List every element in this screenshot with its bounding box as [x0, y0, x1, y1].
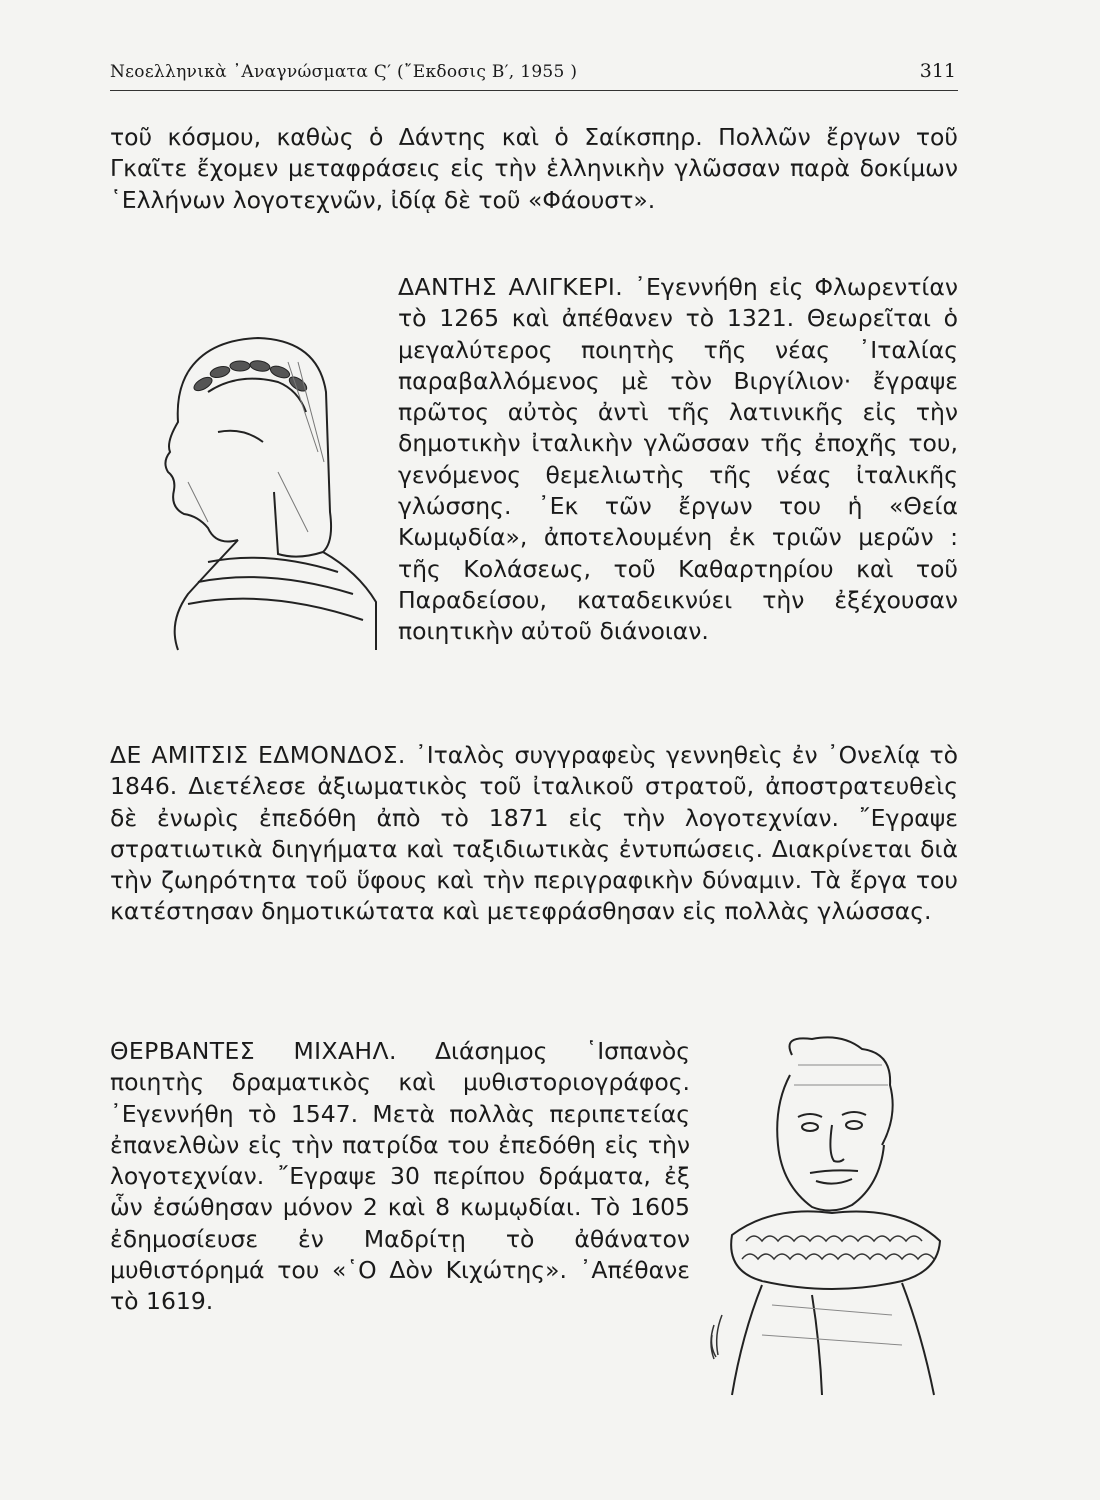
intro-text: τοῦ κόσμου, καθὼς ὁ Δάντης καὶ ὁ Σαίκσπηρ. Πολλῶν ἔργων τοῦ Γκαῖτε ἔχομεν μεταφράσεις εἰς τὴν ἑλληνικὴν γλῶσσαν παρὰ δοκίμων ῾Ελλήνων λογοτεχνῶν, ἰδίᾳ δὲ τοῦ «Φάουστ». — [110, 123, 958, 214]
entry-name: ΘΕΡΒΑΝΤΕΣ ΜΙΧΑΗΛ. — [110, 1037, 397, 1065]
entry-cervantes — [110, 1036, 690, 1318]
entry-text: ᾿Ιταλὸς συγγραφεὺς γεννηθεὶς ἐν ᾿Ονελίᾳ τὸ 1846. Διετέλεσε ἀξιωματικὸς τοῦ ἰταλικοῦ στρατοῦ, ἀποστρατευθεὶς δὲ ἐνωρὶς ἐπεδόθη ἀπὸ τὸ 1871 εἰς τὴν λογοτεχνίαν. ῎Εγραψε στρατιωτικὰ διηγήματα καὶ ταξιδιωτικὰς ἐντυπώσεις. Διακρίνεται διὰ τὴν ζωηρότητα τοῦ ὕφους καὶ τὴν περιγραφικὴν δύναμιν. Τὰ ἔργα του κατέστησαν δημοτικώτατα καὶ μετεφράσθησαν εἰς πολλὰς γλώσσας. — [110, 741, 958, 926]
entry-name: ΔΑΝΤΗΣ ΑΛΙΓΚΕΡΙ. — [398, 273, 624, 301]
page-number: 311 — [919, 60, 956, 82]
entry-text: Διάσημος ῾Ισπανὸς ποιητὴς δραματικὸς καὶ μυθιστοριογράφος. ᾿Εγεννήθη τὸ 1547. Μετὰ πολλὰς περιπετείας ἐπανελθὼν εἰς τὴν πατρίδα του ἐπεδόθη εἰς τὴν λογοτεχνίαν. ῎Εγραψε 30 περίπου δράματα, ἐξ ὧν ἐσώθησαν μόνον 2 καὶ 8 κωμῳδίαι. Τὸ 1605 ἐδημοσίευσε ἐν Μαδρίτῃ τὸ ἀθάνατον μυθιστόρημά του «῾Ο Δὸν Κιχώτης». ᾿Απέθανε τὸ 1619. — [110, 1037, 690, 1316]
cervantes-portrait — [702, 1035, 952, 1405]
dante-portrait — [148, 332, 378, 652]
entry-dante — [398, 272, 958, 648]
running-title: Νεοελληνικὰ ᾿Αναγνώσματα Ϛ′ (῎Εκδοσις Β′, 1955 ) — [110, 62, 578, 82]
running-header — [110, 58, 958, 91]
entry-text: ᾿Εγεννήθη εἰς Φλωρεντίαν τὸ 1265 καὶ ἀπέθανεν τὸ 1321. Θεωρεῖται ὁ μεγαλύτερος ποιητὴς τῆς νέας ᾿Ιταλίας παραβαλλόμενος μὲ τὸν Βιργίλιον· ἔγραψε πρῶτος αὐτὸς ἀντὶ τῆς λατινικῆς εἰς τὴν δημοτικὴν ἰταλικὴν γλῶσσαν τῆς ἐποχῆς του, γενόμενος θεμελιωτὴς τῆς νέας ἰταλικῆς γλώσσης. ᾿Εκ τῶν ἔργων του ἡ «Θεία Κωμῳδία», ἀποτελουμένη ἐκ τριῶν μερῶν : τῆς Κολάσεως, τοῦ Καθαρτηρίου καὶ τοῦ Παραδείσου, καταδεικνύει τὴν ἐξέχουσαν ποιητικὴν αὐτοῦ διάνοιαν. — [398, 273, 958, 646]
entry-name: ΔΕ ΑΜΙΤΣΙΣ ΕΔΜΟΝΔΟΣ. — [110, 741, 406, 769]
intro-paragraph — [110, 122, 958, 216]
entry-de-amicis — [110, 740, 958, 928]
